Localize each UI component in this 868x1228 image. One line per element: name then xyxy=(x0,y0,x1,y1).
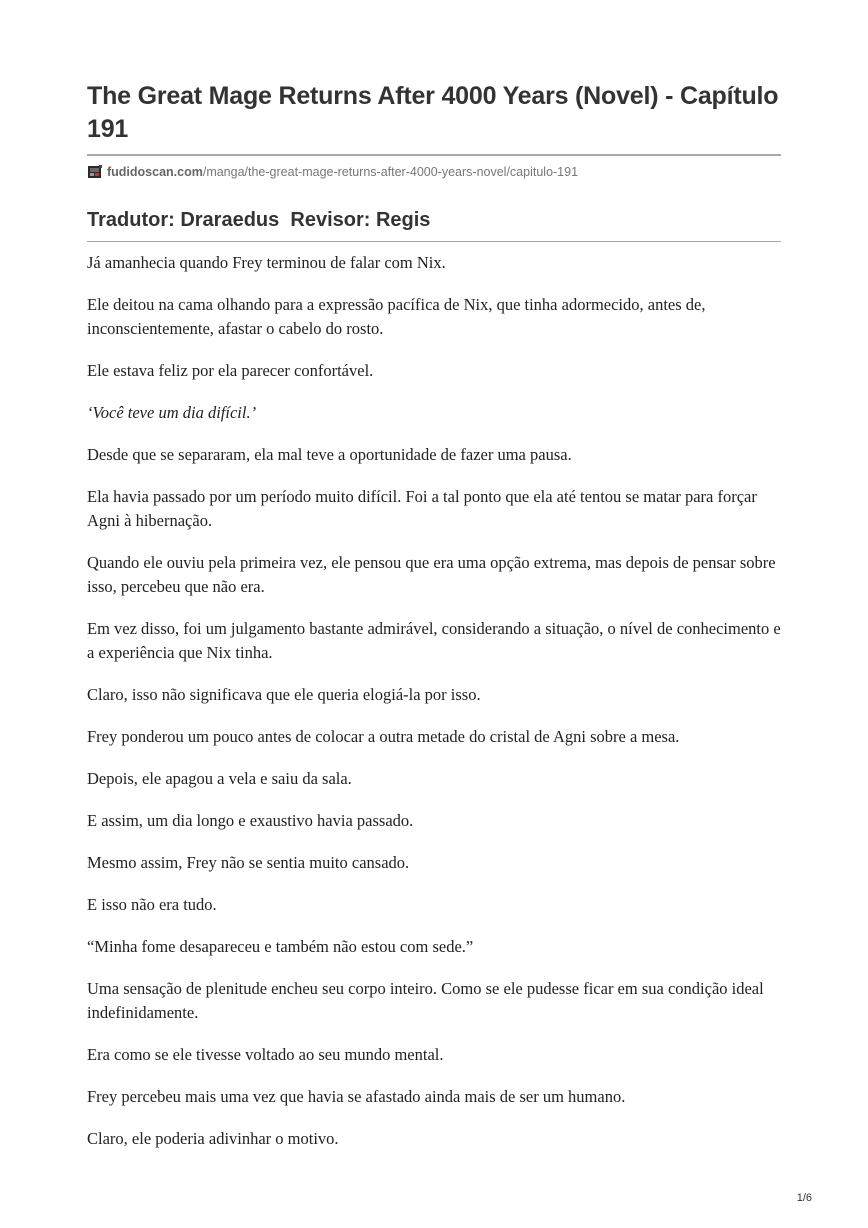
paragraph: Claro, ele poderia adivinhar o motivo. xyxy=(87,1129,339,1148)
credits-heading: Tradutor: Draraedus Revisor: Regis xyxy=(87,209,431,231)
source-path[interactable]: /manga/the-great-mage-returns-after-4000-years-novel/capitulo-191 xyxy=(202,165,579,179)
paragraph: Ele estava feliz por ela parecer confortável. xyxy=(87,361,374,380)
paragraph: Desde que se separaram, ela mal teve a oportunidade de fazer uma pausa. xyxy=(87,445,572,464)
paragraph: Em vez disso, foi um julgamento bastante admirável, considerando a situação, o nível de conhecimento e a experiência que Nix tinha. xyxy=(87,619,781,662)
title-divider xyxy=(87,154,781,156)
paragraph: Frey ponderou um pouco antes de colocar a outra metade do cristal de Agni sobre a mesa. xyxy=(87,727,680,746)
paragraph-thought: ‘Você teve um dia difícil.’ xyxy=(87,403,257,422)
chapter-body xyxy=(87,251,781,1151)
paragraph: Uma sensação de plenitude encheu seu corpo inteiro. Como se ele pudesse ficar em sua condição ideal indefinidamente. xyxy=(87,979,764,1022)
paragraph: Quando ele ouviu pela primeira vez, ele pensou que era uma opção extrema, mas depois de pensar sobre isso, percebeu que não era. xyxy=(87,553,776,596)
paragraph-dialogue: “Minha fome desapareceu e também não estou com sede.” xyxy=(87,937,474,956)
page-title: The Great Mage Returns After 4000 Years (Novel) - Capítulo 191 xyxy=(87,82,779,143)
paragraph: Frey percebeu mais uma vez que havia se afastado ainda mais de ser um humano. xyxy=(87,1087,626,1106)
source-domain[interactable]: fudidoscan.com xyxy=(107,165,203,179)
paragraph: Era como se ele tivesse voltado ao seu mundo mental. xyxy=(87,1045,444,1064)
paragraph: Ele deitou na cama olhando para a expressão pacífica de Nix, que tinha adormecido, antes de, inconscientemente, afastar o cabelo do rosto. xyxy=(87,295,706,338)
paragraph: E assim, um dia longo e exaustivo havia passado. xyxy=(87,811,414,830)
page-number: 1/6 xyxy=(796,1192,812,1204)
credits-divider xyxy=(87,241,781,242)
paragraph: Já amanhecia quando Frey terminou de falar com Nix. xyxy=(87,253,446,272)
paragraph: Ela havia passado por um período muito difícil. Foi a tal ponto que ela até tentou se matar para forçar Agni à hibernação. xyxy=(87,487,757,530)
document-page xyxy=(87,80,781,1169)
source-url[interactable] xyxy=(87,163,781,181)
paragraph: Claro, isso não significava que ele queria elogiá-la por isso. xyxy=(87,685,481,704)
paragraph: E isso não era tudo. xyxy=(87,895,217,914)
paragraph: Depois, ele apagou a vela e saiu da sala. xyxy=(87,769,352,788)
site-favicon-icon xyxy=(87,165,103,180)
paragraph: Mesmo assim, Frey não se sentia muito cansado. xyxy=(87,853,410,872)
